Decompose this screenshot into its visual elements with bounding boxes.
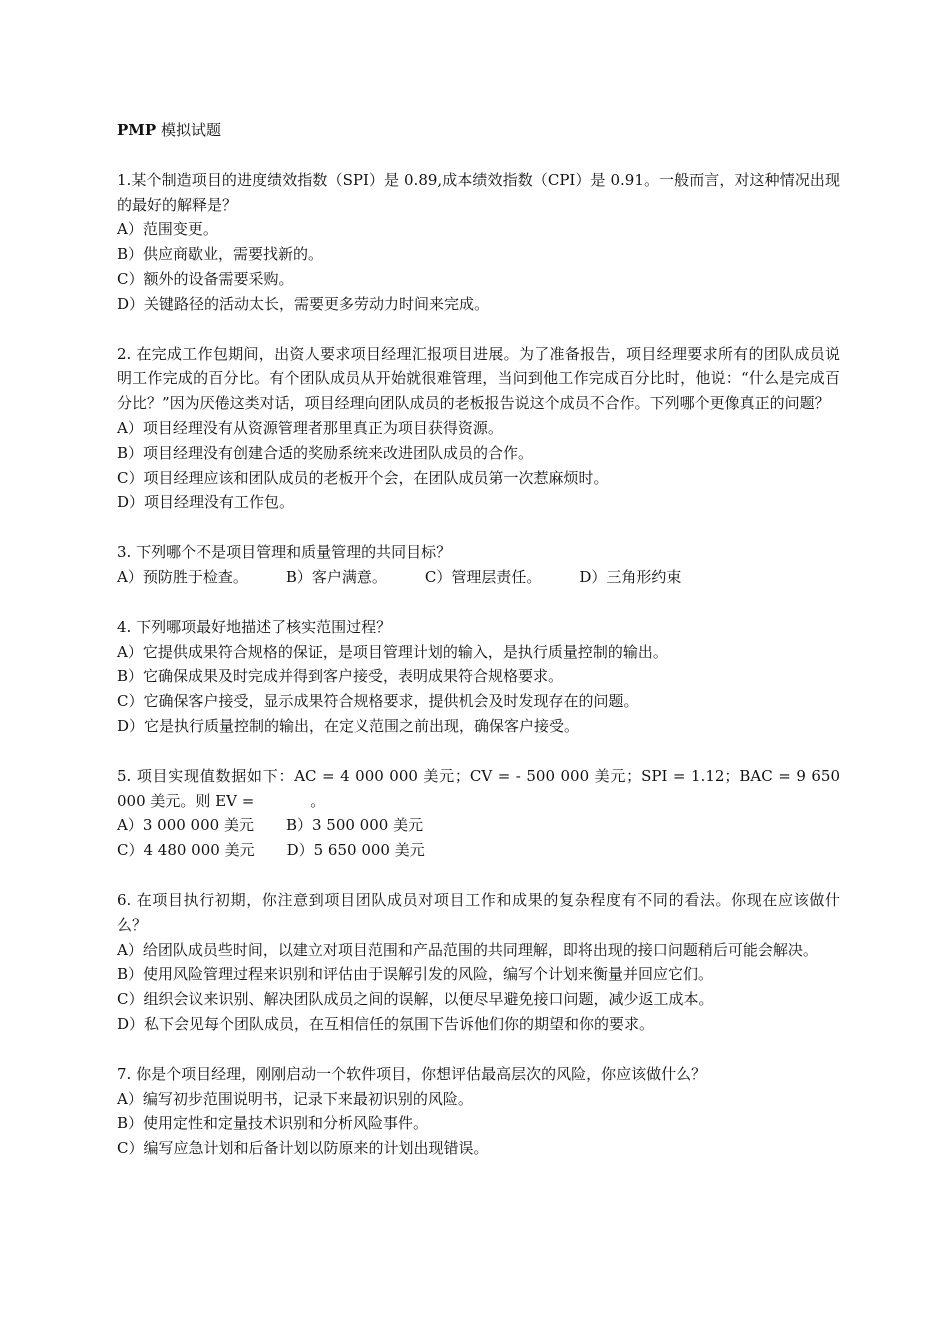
question-7-stem: 7. 你是个项目经理，刚刚启动一个软件项目，你想评估最高层次的风险，你应该做什么？ xyxy=(117,1064,707,1083)
question-5 xyxy=(117,764,840,863)
question-2 xyxy=(117,342,840,516)
question-5-stem: 5. 项目实现值数据如下：AC = 4 000 000 美元；CV = - 500 000 美元；SPI = 1.12；BAC = 9 650 000 美元。则 EV = xyxy=(117,766,840,810)
document-title xyxy=(117,118,840,143)
question-7-option-c: C）编写应急计划和后备计划以防原来的计划出现错误。 xyxy=(117,1139,489,1158)
question-5-stem-line xyxy=(117,764,840,814)
question-2-option-a: A）项目经理没有从资源管理者那里真正为项目获得资源。 xyxy=(117,418,503,437)
question-3-stem: 3. 下列哪个不是项目管理和质量管理的共同目标？ xyxy=(117,543,452,562)
question-5-option-b: B）3 500 000 美元 xyxy=(285,816,424,835)
question-4-option-c: C）它确保客户接受，显示成果符合规格要求，提供机会及时发现存在的问题。 xyxy=(117,692,639,711)
question-3-options-row xyxy=(117,565,840,590)
question-5-stem-end: 。 xyxy=(310,791,326,810)
question-2-option-b: B）项目经理没有创建合适的奖励系统来改进团队成员的合作。 xyxy=(117,443,534,462)
question-3 xyxy=(117,540,840,590)
question-6 xyxy=(117,888,840,1037)
question-2-option-c: C）项目经理应该和团队成员的老板开个会，在团队成员第一次惹麻烦时。 xyxy=(117,468,609,487)
question-5-options-row-2 xyxy=(117,838,840,863)
question-6-option-d: D）私下会见每个团队成员，在互相信任的氛围下告诉他们你的期望和你的要求。 xyxy=(117,1014,655,1033)
question-6-option-b: B）使用风险管理过程来识别和评估由于误解引发的风险，编写个计划来衡量并回应它们。 xyxy=(117,965,714,984)
question-1-stem: 1.某个制造项目的进度绩效指数（SPI）是 0.89,成本绩效指数（CPI）是 0.91。一般而言，对这种情况出现的最好的解释是？ xyxy=(117,170,840,214)
question-5-options-row-1 xyxy=(117,813,840,838)
question-1-option-c: C）额外的设备需要采购。 xyxy=(117,269,294,288)
question-4-option-d: D）它是执行质量控制的输出，在定义范围之前出现，确保客户接受。 xyxy=(117,716,580,735)
question-1-option-d: D）关键路径的活动太长，需要更多劳动力时间来完成。 xyxy=(117,294,490,313)
question-2-option-d: D）项目经理没有工作包。 xyxy=(117,493,295,512)
title-bold-part: PMP xyxy=(117,121,157,139)
question-4 xyxy=(117,615,840,739)
question-7-option-a: A）编写初步范围说明书，记录下来最初识别的风险。 xyxy=(117,1089,473,1108)
question-1 xyxy=(117,168,840,317)
question-4-option-b: B）它确保成果及时完成并得到客户接受，表明成果符合规格要求。 xyxy=(117,667,564,686)
question-3-option-d: D）三角形约束 xyxy=(579,567,682,586)
question-5-option-a: A）3 000 000 美元 xyxy=(117,816,254,835)
question-7 xyxy=(117,1062,840,1161)
question-3-option-a: A）预防胜于检查。 xyxy=(117,567,248,586)
question-5-option-c: C）4 480 000 美元 xyxy=(117,841,255,860)
question-3-option-c: C）管理层责任。 xyxy=(424,567,542,586)
title-rest-part: 模拟试题 xyxy=(156,121,221,139)
question-4-stem: 4. 下列哪项最好地描述了核实范围过程？ xyxy=(117,617,392,636)
question-5-option-d: D）5 650 000 美元 xyxy=(286,841,425,860)
question-1-option-b: B）供应商歇业，需要找新的。 xyxy=(117,245,324,264)
question-7-option-b: B）使用定性和定量技术识别和分析风险事件。 xyxy=(117,1114,429,1133)
question-6-stem: 6. 在项目执行初期，你注意到项目团队成员对项目工作和成果的复杂程度有不同的看法。你现在应该做什么？ xyxy=(117,890,840,934)
question-2-stem: 2. 在完成工作包期间，出资人要求项目经理汇报项目进展。为了准备报告，项目经理要求所有的团队成员说明工作完成的百分比。有个团队成员从开始就很难管理，当问到他工作完成百分比时，他说：“什么是完成百分比？”因为厌倦这类对话，项目经理向团队成员的老板报告说这个成员不合作。下列哪个更像真正的问题？ xyxy=(117,344,840,413)
question-6-option-a: A）给团队成员些时间，以建立对项目范围和产品范围的共同理解，即将出现的接口问题稍后可能会解决。 xyxy=(117,940,818,959)
question-1-option-a: A）范围变更。 xyxy=(117,220,218,239)
question-6-option-c: C）组织会议来识别、解决团队成员之间的误解，以便尽早避免接口问题，减少返工成本。 xyxy=(117,990,714,1009)
question-3-option-b: B）客户满意。 xyxy=(285,567,387,586)
question-4-option-a: A）它提供成果符合规格的保证，是项目管理计划的输入，是执行质量控制的输出。 xyxy=(117,642,668,661)
